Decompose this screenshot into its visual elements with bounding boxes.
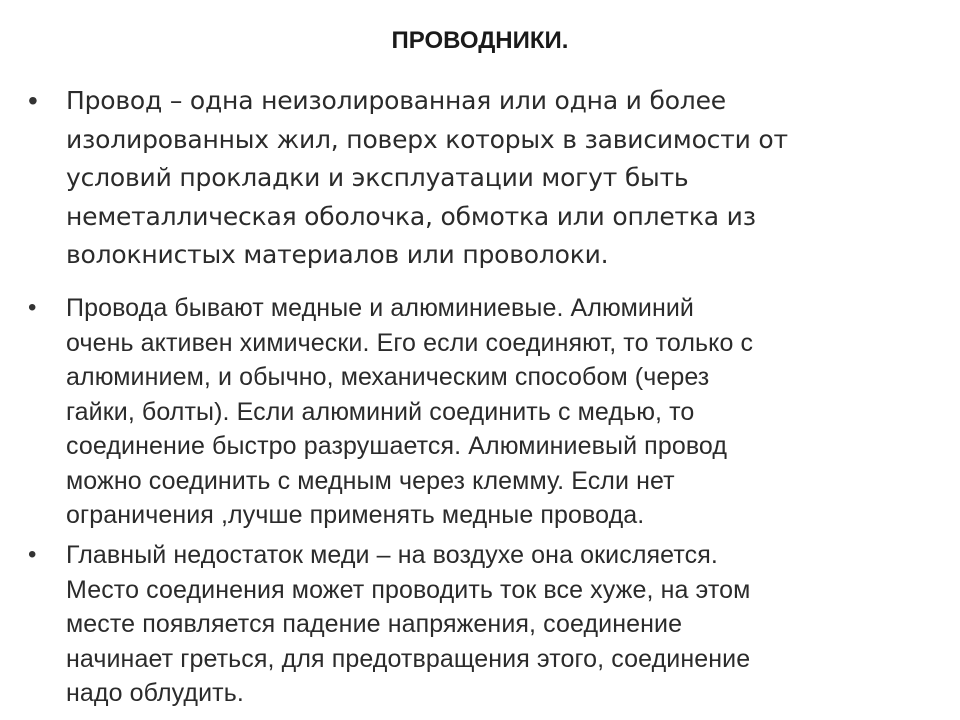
text-line: Главный недостаток меди – на воздухе она окисляется. — [66, 541, 718, 569]
text-line: волокнистых материалов или проволоки. — [66, 240, 609, 269]
bullet-icon: • — [28, 294, 37, 321]
text-line: неметаллическая оболочка, обмотка или оплетка из — [66, 201, 756, 231]
text-line: начинает греться, для предотвращения этого, соединение — [66, 644, 751, 673]
text-line: надо облудить. — [66, 679, 244, 707]
bullet-text — [66, 291, 918, 533]
text-line: можно соединить с медным через клемму. Если нет — [66, 466, 675, 495]
text-line: гайки, болты). Если алюминий соединить с медью, то — [66, 397, 695, 426]
text-line: Провода бывают медные и алюминиевые. Алюминий — [66, 294, 694, 322]
text-line: Провод – одна неизолированная или одна и более — [66, 86, 726, 115]
text-line: алюминием, и обычно, механическим способом (через — [66, 363, 710, 391]
text-line: условий прокладки и эксплуатации могут быть — [66, 163, 689, 192]
text-line: Место соединения может проводить ток все хуже, на этом — [66, 575, 751, 604]
text-line: очень активен химически. Его если соединяют, то только с — [66, 328, 754, 357]
slide-title: ПРОВОДНИКИ. — [391, 27, 569, 54]
text-line: изолированных жил, поверх которых в зависимости от — [66, 124, 788, 154]
bullet-item-materials — [28, 291, 918, 533]
text-line: соединение быстро разрушается. Алюминиевый провод — [66, 432, 728, 460]
text-line: ограничения ,лучше применять медные провода. — [66, 501, 645, 529]
text-line: месте появляется падение напряжения, соединение — [66, 610, 683, 638]
bullet-icon: • — [28, 541, 37, 568]
bullet-text — [66, 82, 918, 275]
bullet-text — [66, 538, 918, 711]
bullet-item-definition — [28, 82, 918, 275]
bullet-icon: • — [28, 85, 38, 116]
bullet-item-copper-drawback — [28, 538, 918, 711]
